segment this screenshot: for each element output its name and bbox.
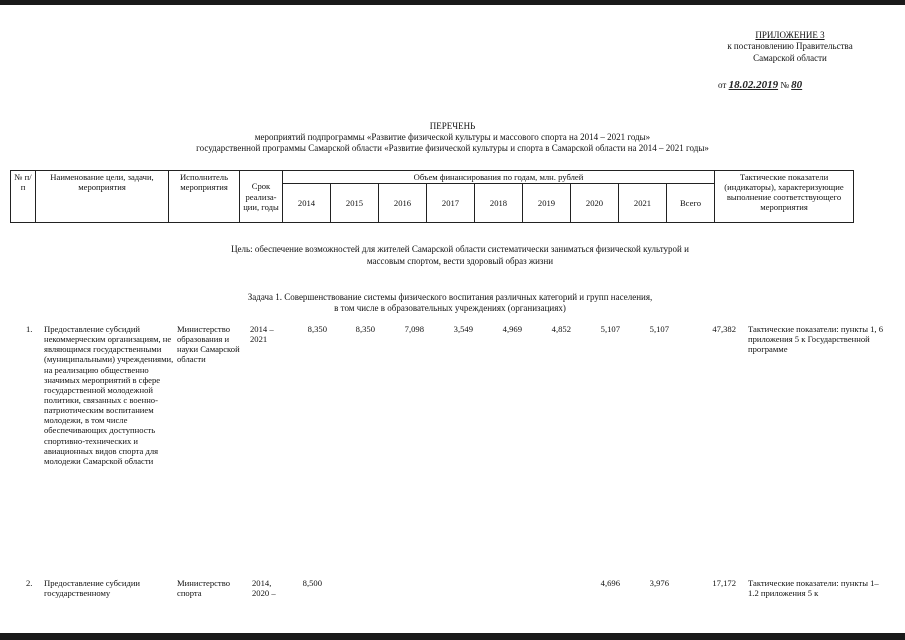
row-1-executor: Министерство образования и науки Самарской области (177, 324, 240, 365)
total-header: Всего (667, 184, 715, 223)
row-2-no: 2. (26, 578, 33, 588)
task-statement (180, 292, 720, 315)
row-2-value-total: 17,172 (712, 578, 736, 588)
goal-statement (160, 244, 760, 267)
row-1-value-2016: 7,098 (404, 324, 424, 334)
col-indicators-header: Тактические показатели (индикаторы), характеризующие выполнение соответствующего мероприятия (715, 171, 854, 223)
row-1-value-2018: 4,969 (502, 324, 522, 334)
row-2-indicators: Тактические показатели: пункты 1–1.2 приложения 5 к (748, 578, 879, 599)
year-2015-header: 2015 (331, 184, 379, 223)
goal-line-1: Цель: обеспечение возможностей для жителей Самарской области систематически заниматься физической культурой и (231, 244, 689, 254)
row-1-name: Предоставление субсидий некоммерческим организациям, не являющимся государственными (муниципальными) учреждениями, на реализацию общественно значимых мероприятий в сфере государственной молодежной политики, связанных с военно-патриотическим воспитанием молодежи, в том числе обеспечивающих доступность спортивно-технических и авиационных видов спорта для молодежи Самарской области (44, 324, 174, 466)
heading-line-1: мероприятий подпрограммы «Развитие физической культуры и массового спорта на 2014 – 2021 годы» (254, 131, 651, 142)
year-2014-header: 2014 (283, 184, 331, 223)
row-1-indicators: Тактические показатели: пункты 1, 6 приложения 5 к Государственной программе (748, 324, 884, 355)
appendix-block (700, 30, 880, 64)
table-header (10, 170, 854, 223)
year-2021-header: 2021 (619, 184, 667, 223)
bottom-scan-border (0, 633, 905, 640)
decree-number: 80 (791, 79, 803, 91)
year-2018-header: 2018 (475, 184, 523, 223)
col-name-header: Наименование цели, задачи, мероприятия (36, 171, 169, 223)
col-executor-header: Исполнитель мероприятия (169, 171, 240, 223)
row-2-term: 2014, 2020 – (252, 578, 276, 599)
decree-date-number (718, 79, 802, 92)
row-1-value-2021: 5,107 (649, 324, 669, 334)
document-heading (0, 121, 905, 154)
task-line-2: в том числе в образовательных учреждениях (организациях) (334, 303, 566, 314)
col-funding-header: Объем финансирования по годам, млн. рублей (283, 171, 715, 184)
row-1-value-total: 47,382 (712, 324, 736, 334)
row-1-value-2017: 3,549 (453, 324, 473, 334)
row-1-value-2020: 5,107 (600, 324, 620, 334)
date-prefix: от (718, 80, 727, 90)
col-term-header: Срок реализа-ции, годы (240, 171, 283, 223)
goal-line-2: массовым спортом, вести здоровый образ жизни (366, 255, 554, 266)
row-1-value-2014: 8,350 (307, 324, 327, 334)
row-1-value-2019: 4,852 (551, 324, 571, 334)
appendix-title: ПРИЛОЖЕНИЕ 3 (755, 30, 825, 40)
number-label: № (780, 80, 789, 90)
year-2016-header: 2016 (379, 184, 427, 223)
row-2-value-2020: 4,696 (600, 578, 620, 588)
heading-title: ПЕРЕЧЕНЬ (429, 121, 476, 131)
row-2-executor: Министерство спорта (177, 578, 230, 599)
row-1-value-2015: 8,350 (355, 324, 375, 334)
appendix-line-1: к постановлению Правительства (727, 41, 853, 52)
row-2-name: Предоставление субсидии государственному (44, 578, 141, 599)
year-2019-header: 2019 (523, 184, 571, 223)
col-no-header: № п/п (11, 171, 36, 223)
year-2020-header: 2020 (571, 184, 619, 223)
appendix-line-2: Самарской области (753, 52, 827, 63)
year-2017-header: 2017 (427, 184, 475, 223)
task-line-1: Задача 1. Совершенствование системы физического воспитания различных категорий и групп населения, (247, 292, 653, 302)
heading-line-2: государственной программы Самарской области «Развитие физической культуры и спорта в Самарской области на 2014 – 2021 годы» (196, 142, 709, 153)
row-1-no: 1. (26, 324, 33, 334)
row-2-value-2021: 3,976 (649, 578, 669, 588)
row-1-term: 2014 – 2021 (250, 324, 274, 345)
row-2-value-2014: 8,500 (302, 578, 322, 588)
decree-date: 18.02.2019 (728, 79, 779, 91)
top-scan-border (0, 0, 905, 5)
